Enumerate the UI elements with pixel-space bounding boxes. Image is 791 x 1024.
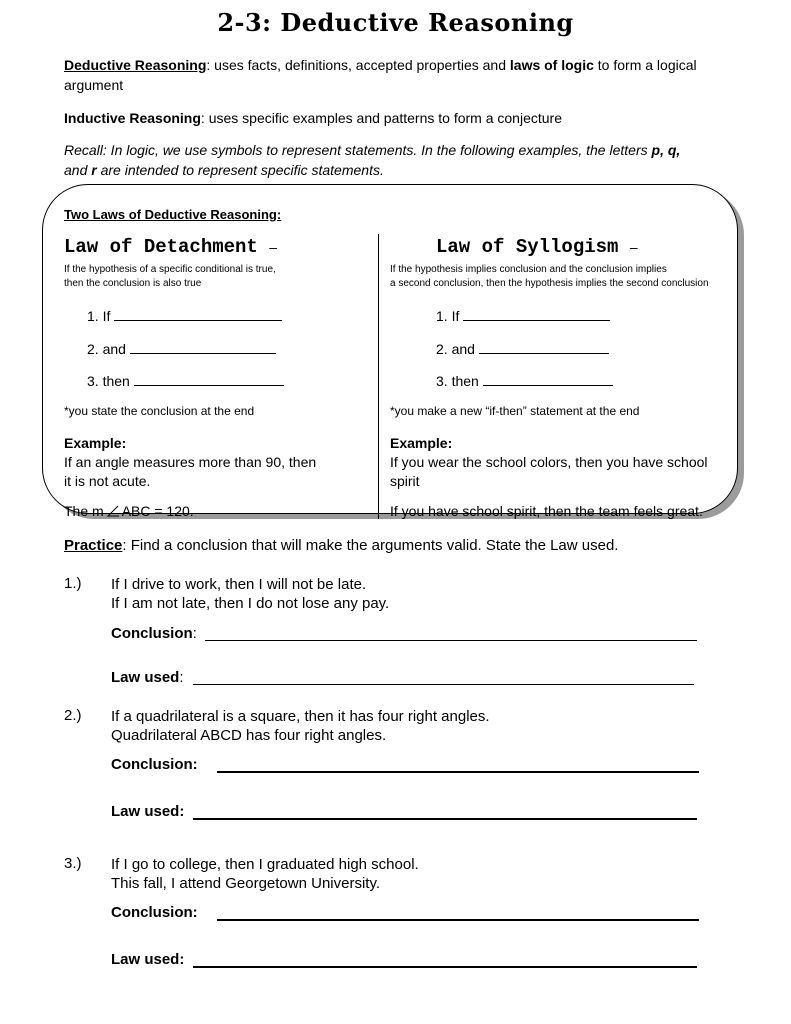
problem-3-number: 3.) [64,855,82,872]
recall-note [64,140,754,180]
inductive-definition [64,108,744,128]
detachment-step-1-label: 1. If [87,308,111,324]
problem-1-line-1: If I drive to work, then I will not be late. [111,576,367,593]
problem-1-conclusion-label: Conclusion [111,625,193,642]
deductive-definition [64,55,744,95]
detachment-step-2-label: 2. and [87,341,126,357]
detachment-note: *you state the conclusion at the end [64,404,255,418]
problem-1-line-2: If I am not late, then I do not lose any pay. [111,595,390,612]
detachment-blank-1[interactable] [114,306,282,321]
deductive-text-a: : uses facts, definitions, accepted properties and [206,57,510,73]
problem-1-conclusion-line[interactable] [205,640,697,641]
syllogism-example-1: If you wear the school colors, then you have school [390,454,708,470]
syllogism-note: *you make a new “if-then” statement at the end [390,404,640,418]
syllogism-step-1-label: 1. If [436,308,460,324]
syllogism-title [436,236,638,258]
inductive-text: : uses specific examples and patterns to form a conjecture [200,110,562,126]
recall-line1-b: p, q, [651,142,681,158]
problem-1-law-label: Law used [111,669,180,686]
problem-3-law: Law used: [111,951,185,968]
inductive-term: Inductive Reasoning [64,110,201,126]
problem-2-number: 2.) [64,707,82,724]
problem-1-law-line[interactable] [193,684,694,685]
recall-line2-b: r [91,162,97,178]
detachment-example-3-a: The m [64,503,104,519]
detachment-blank-2[interactable] [130,339,276,354]
detachment-desc1: If the hypothesis of a specific conditional is true, [64,264,276,275]
syllogism-step-2 [436,339,609,357]
problem-2-conclusion-line[interactable] [217,771,699,773]
syllogism-desc2: a second conclusion, then the hypothesis implies the second conclusion [390,278,709,289]
syllogism-blank-3[interactable] [483,371,613,386]
syllogism-blank-1[interactable] [463,306,610,321]
detachment-example-2: it is not acute. [64,473,151,489]
problem-1-statements [111,575,389,613]
deductive-text-c: argument [64,77,124,93]
practice-instructions [64,537,618,554]
detachment-step-3 [87,371,284,389]
laws-divider [378,234,379,519]
recall-line2-c: are intended to represent specific statements. [96,162,384,178]
deductive-bold: laws of logic [509,57,594,73]
problem-2-law: Law used: [111,803,185,820]
syllogism-example-label: Example: [390,435,453,451]
syllogism-example [390,434,735,491]
detachment-example-3 [64,503,194,519]
problem-2-line-2: Quadrilateral ABCD has four right angles. [111,727,387,744]
problem-2-law-line[interactable] [193,818,697,820]
syllogism-step-1 [436,306,610,324]
problem-3-conclusion-label: Conclusion [111,904,193,921]
problem-3-law-label: Law used [111,951,180,968]
practice-text: : Find a conclusion that will make the arguments valid. State the Law used. [122,537,619,554]
recall-line1-a: Recall: In logic, we use symbols to represent statements. In the following examples, the letters [64,142,652,158]
deductive-text-b: to form a logical [593,57,697,73]
detachment-title [64,236,277,258]
practice-label: Practice [64,537,123,554]
problem-2-law-label: Law used [111,803,180,820]
problem-3-conclusion: Conclusion: [111,904,198,921]
detachment-description [64,263,364,291]
detachment-example-1: If an angle measures more than 90, then [64,454,317,470]
problem-3-line-2: This fall, I attend Georgetown University. [111,875,381,892]
page-title: 2-3: Deductive Reasoning [217,8,574,37]
syllogism-desc1: If the hypothesis implies conclusion and the conclusion implies [390,264,667,275]
detachment-desc2: then the conclusion is also true [64,278,202,289]
detachment-dash: – [269,239,278,255]
detachment-example-label: Example: [64,435,127,451]
angle-icon [106,505,120,517]
syllogism-dash: – [629,239,638,255]
problem-2-conclusion-label: Conclusion [111,756,193,773]
recall-line2-a: and [64,162,92,178]
problem-3-conclusion-line[interactable] [217,919,699,921]
syllogism-step-3 [436,371,613,389]
syllogism-step-2-label: 2. and [436,341,475,357]
detachment-blank-3[interactable] [134,371,284,386]
syllogism-blank-2[interactable] [479,339,609,354]
problem-2-line-1: If a quadrilateral is a square, then it has four right angles. [111,708,490,725]
problem-1-number: 1.) [64,575,82,592]
syllogism-description [390,263,735,291]
detachment-example-3-b: ABC = 120. [121,503,194,519]
detachment-step-2 [87,339,276,357]
deductive-term: Deductive Reasoning [64,57,207,73]
detachment-title-text: Law of Detachment [64,236,258,258]
problem-1-conclusion: Conclusion: [111,625,197,642]
problem-3-law-line[interactable] [193,966,697,968]
detachment-step-1 [87,306,282,324]
laws-heading: Two Laws of Deductive Reasoning: [64,207,282,222]
syllogism-example-3: If you have school spirit, then the team feels great. [390,503,703,519]
problem-2-statements [111,707,490,745]
problem-2-conclusion: Conclusion: [111,756,198,773]
detachment-example [64,434,374,491]
syllogism-example-2: spirit [390,473,420,489]
problem-3-line-1: If I go to college, then I graduated high school. [111,856,419,873]
problem-3-statements [111,855,419,893]
detachment-step-3-label: 3. then [87,373,130,389]
syllogism-title-text: Law of Syllogism [436,236,619,258]
problem-1-law: Law used: [111,669,184,686]
syllogism-step-3-label: 3. then [436,373,479,389]
